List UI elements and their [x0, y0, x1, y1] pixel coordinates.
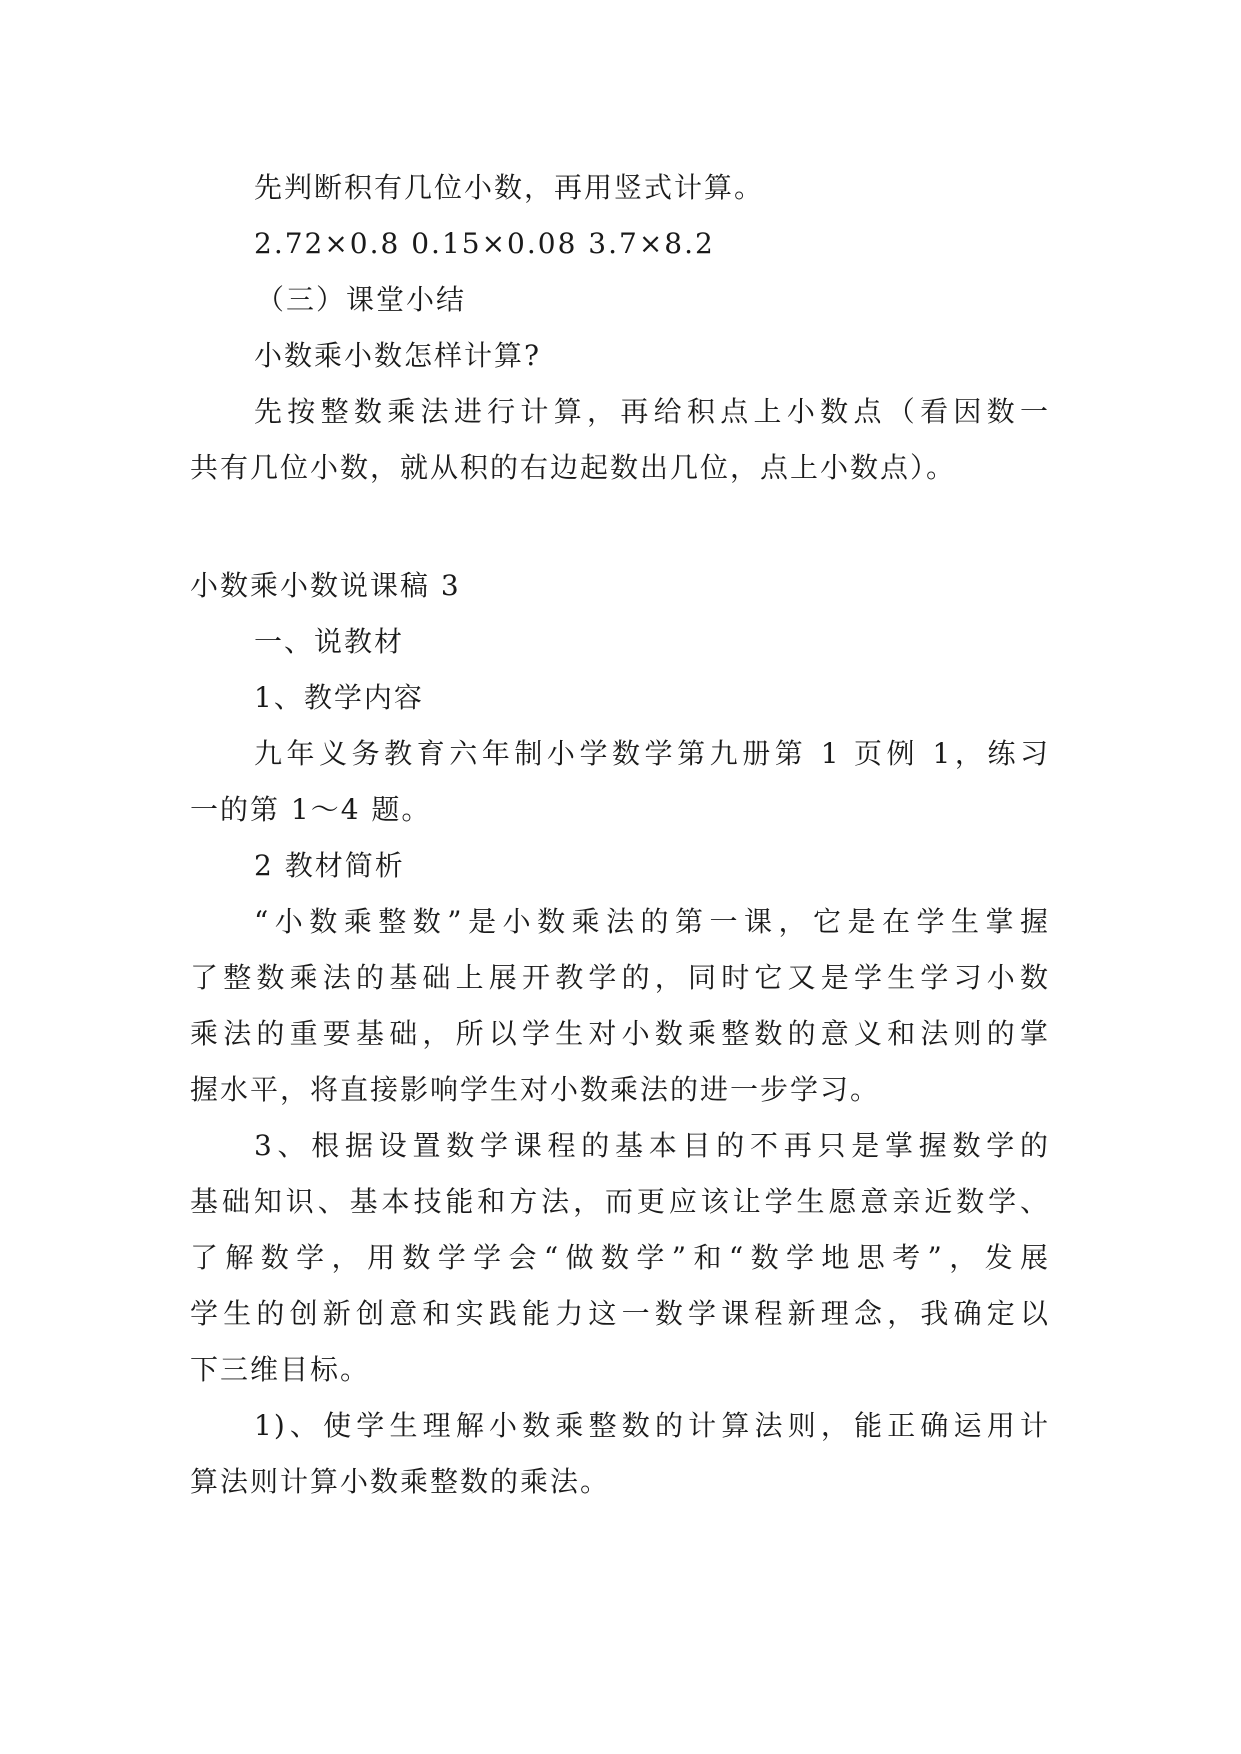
goals-paragraph-line-2: 基础知识、基本技能和方法，而更应该让学生愿意亲近数学、: [190, 1185, 1050, 1218]
goals-paragraph-line-5: 下三维目标。: [190, 1353, 371, 1386]
goal-item-1-line-2: 算法则计算小数乘整数的乘法。: [190, 1465, 611, 1498]
goals-paragraph-line-4: 学生的创新创意和实践能力这一数学课程新理念，我确定以: [190, 1297, 1050, 1330]
analysis-paragraph-line-2: 了整数乘法的基础上展开教学的，同时它又是学生学习小数: [190, 961, 1050, 994]
exercise-expressions: 2.72×0.8 0.15×0.08 3.7×8.2: [254, 227, 715, 260]
subheading-analysis: 2 教材简析: [254, 849, 405, 882]
section-heading-summary: （三）课堂小结: [256, 283, 467, 316]
analysis-paragraph-line-3: 乘法的重要基础，所以学生对小数乘整数的意义和法则的掌: [190, 1017, 1050, 1050]
question-line: 小数乘小数怎样计算?: [254, 339, 542, 372]
analysis-paragraph-line-1: “小数乘整数”是小数乘法的第一课，它是在学生掌握: [254, 905, 1050, 938]
analysis-paragraph-line-4: 握水平，将直接影响学生对小数乘法的进一步学习。: [190, 1073, 881, 1106]
subheading-content: 1、教学内容: [254, 681, 424, 714]
goal-item-1-line-1: 1)、使学生理解小数乘整数的计算法则，能正确运用计: [254, 1409, 1050, 1442]
goals-paragraph-line-1: 3、根据设置数学课程的基本目的不再只是掌握数学的: [254, 1129, 1050, 1162]
goals-paragraph-line-3: 了解数学，用数学学会“做数学”和“数学地思考”，发展: [190, 1241, 1050, 1274]
summary-paragraph-line-2: 共有几位小数，就从积的右边起数出几位，点上小数点）。: [190, 451, 957, 484]
content-paragraph-line-1: 九年义务教育六年制小学数学第九册第 1 页例 1，练习: [254, 737, 1050, 770]
document-title: 小数乘小数说课稿 3: [190, 569, 461, 602]
summary-paragraph-line-1: 先按整数乘法进行计算，再给积点上小数点（看因数一: [254, 395, 1050, 428]
content-paragraph-line-2: 一的第 1～4 题。: [190, 793, 432, 826]
instruction-line: 先判断积有几位小数，再用竖式计算。: [254, 171, 765, 204]
section-heading-textbook: 一、说教材: [254, 625, 405, 658]
